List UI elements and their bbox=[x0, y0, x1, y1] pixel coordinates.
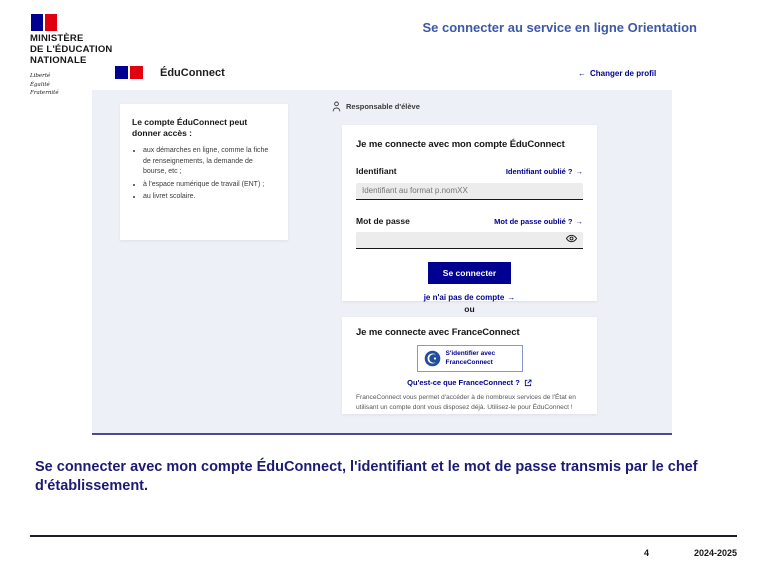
ministry-name-line: MINISTÈRE bbox=[30, 33, 84, 44]
ministry-logo bbox=[30, 14, 112, 98]
what-is-franceconnect-link[interactable] bbox=[356, 378, 583, 387]
external-link-icon bbox=[524, 379, 532, 387]
franceconnect-card-title: Je me connecte avec FranceConnect bbox=[356, 327, 520, 338]
login-panel bbox=[92, 90, 672, 435]
username-label: Identifiant bbox=[356, 166, 397, 176]
login-card-title: Je me connecte avec mon compte ÉduConnect bbox=[356, 139, 565, 150]
password-forgot-link[interactable] bbox=[494, 217, 583, 226]
motto-line: Liberté bbox=[30, 72, 51, 79]
footer-divider bbox=[30, 535, 737, 537]
info-card-title: Le compte ÉduConnect peut donner accès : bbox=[132, 117, 248, 139]
no-account-link[interactable] bbox=[356, 293, 583, 302]
forward-arrow-icon: → bbox=[507, 293, 516, 302]
ministry-name-line: NATIONALE bbox=[30, 54, 87, 66]
list-item: • aux démarches en ligne, comme la fiche de renseignements, la demande de bourse, etc ; bbox=[143, 146, 276, 178]
page-number: 4 bbox=[644, 548, 650, 558]
back-arrow-icon: ← bbox=[578, 69, 586, 78]
franceconnect-card bbox=[342, 317, 597, 414]
slide-caption: Se connecter avec mon compte ÉduConnect, l'identifiant et le mot de passe transmis par le chef d'établissement. bbox=[35, 459, 698, 494]
login-button[interactable]: Se connecter bbox=[428, 262, 511, 284]
username-input[interactable] bbox=[356, 183, 583, 200]
change-profile-link[interactable] bbox=[578, 69, 656, 78]
username-forgot-link[interactable] bbox=[506, 167, 583, 176]
change-profile-label: Changer de profil bbox=[590, 69, 657, 78]
franceconnect-button-label: S'identifier avec FranceConnect bbox=[445, 350, 496, 366]
franceconnect-logo-icon bbox=[424, 350, 441, 367]
educonnect-brand: ÉduConnect bbox=[160, 67, 225, 79]
motto-line: Égalité bbox=[30, 81, 50, 88]
educonnect-login-card bbox=[342, 125, 597, 301]
person-icon bbox=[332, 101, 341, 112]
no-account-label: je n'ai pas de compte bbox=[423, 293, 505, 302]
page-title: Se connecter au service en ligne Orientation bbox=[422, 20, 697, 35]
profile-type bbox=[332, 101, 420, 112]
list-item: • au livret scolaire. bbox=[143, 192, 276, 203]
account-info-card bbox=[120, 104, 288, 240]
password-forgot-label: Mot de passe oublié ? bbox=[494, 216, 573, 226]
educonnect-flag-icon bbox=[115, 66, 143, 79]
info-bullet-list bbox=[132, 146, 276, 203]
profile-type-label: Responsable d'élève bbox=[346, 102, 420, 111]
or-divider: ou bbox=[464, 304, 475, 314]
franceconnect-description: FranceConnect vous permet d'accéder à de nombreux services de l'État en utilisant un compte dont vous disposez déjà. Utilisez-le pour ÉduConnect ! bbox=[356, 394, 576, 412]
motto-line: Fraternité bbox=[30, 90, 59, 97]
list-item: • à l'espace numérique de travail (ENT) ; bbox=[143, 180, 276, 191]
french-flag-icon bbox=[31, 14, 112, 31]
ministry-name bbox=[30, 34, 112, 67]
password-input[interactable] bbox=[356, 232, 583, 249]
eye-icon[interactable] bbox=[566, 233, 577, 244]
school-year: 2024-2025 bbox=[693, 548, 737, 558]
password-label: Mot de passe bbox=[356, 215, 410, 226]
what-is-franceconnect-label: Qu'est-ce que FranceConnect ? bbox=[407, 378, 520, 387]
username-forgot-label: Identifiant oublié ? bbox=[505, 167, 573, 176]
ministry-name-line: DE L'ÉDUCATION bbox=[30, 43, 113, 55]
franceconnect-button[interactable] bbox=[417, 345, 523, 372]
forward-arrow-icon: → bbox=[575, 167, 583, 176]
forward-arrow-icon: → bbox=[575, 216, 583, 226]
